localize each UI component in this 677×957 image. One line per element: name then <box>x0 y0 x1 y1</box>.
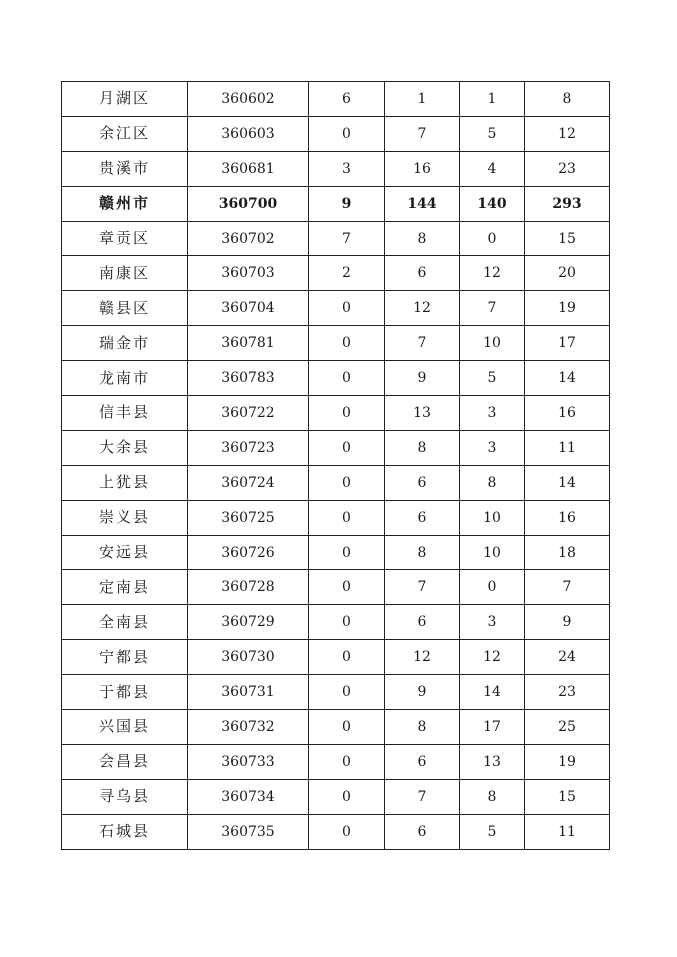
region-code-cell: 360728 <box>188 570 309 605</box>
value-a-cell: 7 <box>309 221 385 256</box>
region-name-cell: 南康区 <box>62 256 188 291</box>
value-a-cell: 0 <box>309 675 385 710</box>
region-code-cell: 360735 <box>188 814 309 849</box>
total-cell: 16 <box>525 500 610 535</box>
total-cell: 8 <box>525 82 610 117</box>
value-b-cell: 9 <box>385 675 460 710</box>
region-code-cell: 360730 <box>188 640 309 675</box>
value-c-cell: 10 <box>460 500 525 535</box>
total-cell: 23 <box>525 151 610 186</box>
total-cell: 11 <box>525 430 610 465</box>
value-b-cell: 6 <box>385 605 460 640</box>
value-c-cell: 12 <box>460 256 525 291</box>
value-c-cell: 5 <box>460 361 525 396</box>
value-a-cell: 0 <box>309 430 385 465</box>
region-code-cell: 360726 <box>188 535 309 570</box>
value-a-cell: 0 <box>309 535 385 570</box>
table-row <box>62 326 610 361</box>
table-row <box>62 570 610 605</box>
total-cell: 20 <box>525 256 610 291</box>
value-b-cell: 12 <box>385 640 460 675</box>
value-a-cell: 2 <box>309 256 385 291</box>
total-cell: 25 <box>525 710 610 745</box>
table-row <box>62 744 610 779</box>
table-row <box>62 814 610 849</box>
region-name-cell: 定南县 <box>62 570 188 605</box>
region-name-cell: 崇义县 <box>62 500 188 535</box>
value-c-cell: 8 <box>460 779 525 814</box>
region-name-cell: 寻乌县 <box>62 779 188 814</box>
data-table <box>61 81 610 850</box>
table-row <box>62 500 610 535</box>
table-row <box>62 675 610 710</box>
value-b-cell: 144 <box>385 186 460 221</box>
total-cell: 9 <box>525 605 610 640</box>
value-a-cell: 0 <box>309 291 385 326</box>
value-c-cell: 140 <box>460 186 525 221</box>
table-row <box>62 605 610 640</box>
region-code-cell: 360723 <box>188 430 309 465</box>
value-c-cell: 3 <box>460 605 525 640</box>
region-name-cell: 赣州市 <box>62 186 188 221</box>
region-name-cell: 章贡区 <box>62 221 188 256</box>
value-c-cell: 0 <box>460 570 525 605</box>
value-b-cell: 1 <box>385 82 460 117</box>
table-body <box>62 82 610 850</box>
value-a-cell: 0 <box>309 814 385 849</box>
region-name-cell: 龙南市 <box>62 361 188 396</box>
total-cell: 15 <box>525 221 610 256</box>
region-name-cell: 石城县 <box>62 814 188 849</box>
value-a-cell: 0 <box>309 326 385 361</box>
region-code-cell: 360704 <box>188 291 309 326</box>
value-b-cell: 6 <box>385 256 460 291</box>
region-code-cell: 360732 <box>188 710 309 745</box>
total-cell: 11 <box>525 814 610 849</box>
value-c-cell: 10 <box>460 535 525 570</box>
region-code-cell: 360731 <box>188 675 309 710</box>
table-row <box>62 535 610 570</box>
value-a-cell: 0 <box>309 710 385 745</box>
total-cell: 293 <box>525 186 610 221</box>
total-cell: 16 <box>525 396 610 431</box>
value-c-cell: 14 <box>460 675 525 710</box>
value-c-cell: 7 <box>460 291 525 326</box>
value-b-cell: 7 <box>385 116 460 151</box>
region-name-cell: 瑞金市 <box>62 326 188 361</box>
region-code-cell: 360724 <box>188 465 309 500</box>
table-row <box>62 361 610 396</box>
region-code-cell: 360602 <box>188 82 309 117</box>
region-name-cell: 月湖区 <box>62 82 188 117</box>
total-cell: 7 <box>525 570 610 605</box>
total-cell: 19 <box>525 744 610 779</box>
region-name-cell: 赣县区 <box>62 291 188 326</box>
total-cell: 14 <box>525 361 610 396</box>
value-a-cell: 6 <box>309 82 385 117</box>
region-name-cell: 信丰县 <box>62 396 188 431</box>
table-row <box>62 465 610 500</box>
region-code-cell: 360729 <box>188 605 309 640</box>
value-a-cell: 0 <box>309 640 385 675</box>
region-name-cell: 于都县 <box>62 675 188 710</box>
value-b-cell: 6 <box>385 500 460 535</box>
table-row <box>62 396 610 431</box>
table-row <box>62 710 610 745</box>
region-name-cell: 宁都县 <box>62 640 188 675</box>
value-c-cell: 0 <box>460 221 525 256</box>
region-name-cell: 会昌县 <box>62 744 188 779</box>
region-name-cell: 大余县 <box>62 430 188 465</box>
value-b-cell: 7 <box>385 779 460 814</box>
region-code-cell: 360781 <box>188 326 309 361</box>
value-c-cell: 17 <box>460 710 525 745</box>
value-b-cell: 8 <box>385 430 460 465</box>
value-a-cell: 0 <box>309 779 385 814</box>
region-code-cell: 360725 <box>188 500 309 535</box>
region-name-cell: 兴国县 <box>62 710 188 745</box>
value-c-cell: 5 <box>460 814 525 849</box>
value-c-cell: 4 <box>460 151 525 186</box>
value-b-cell: 13 <box>385 396 460 431</box>
value-a-cell: 3 <box>309 151 385 186</box>
value-a-cell: 0 <box>309 465 385 500</box>
value-b-cell: 16 <box>385 151 460 186</box>
table-row <box>62 291 610 326</box>
total-cell: 24 <box>525 640 610 675</box>
region-name-cell: 安远县 <box>62 535 188 570</box>
value-b-cell: 6 <box>385 744 460 779</box>
value-b-cell: 8 <box>385 710 460 745</box>
value-c-cell: 1 <box>460 82 525 117</box>
total-cell: 19 <box>525 291 610 326</box>
value-a-cell: 0 <box>309 361 385 396</box>
value-c-cell: 12 <box>460 640 525 675</box>
value-b-cell: 7 <box>385 570 460 605</box>
value-c-cell: 13 <box>460 744 525 779</box>
total-cell: 14 <box>525 465 610 500</box>
region-code-cell: 360681 <box>188 151 309 186</box>
total-cell: 23 <box>525 675 610 710</box>
table-row <box>62 640 610 675</box>
region-code-cell: 360733 <box>188 744 309 779</box>
region-name-cell: 上犹县 <box>62 465 188 500</box>
value-a-cell: 0 <box>309 570 385 605</box>
total-cell: 17 <box>525 326 610 361</box>
value-c-cell: 5 <box>460 116 525 151</box>
value-a-cell: 0 <box>309 744 385 779</box>
region-code-cell: 360603 <box>188 116 309 151</box>
region-code-cell: 360734 <box>188 779 309 814</box>
total-cell: 15 <box>525 779 610 814</box>
table-row <box>62 430 610 465</box>
total-cell: 12 <box>525 116 610 151</box>
region-code-cell: 360703 <box>188 256 309 291</box>
value-b-cell: 8 <box>385 221 460 256</box>
table-row <box>62 221 610 256</box>
total-cell: 18 <box>525 535 610 570</box>
region-code-cell: 360722 <box>188 396 309 431</box>
region-code-cell: 360783 <box>188 361 309 396</box>
value-c-cell: 10 <box>460 326 525 361</box>
value-c-cell: 8 <box>460 465 525 500</box>
value-b-cell: 8 <box>385 535 460 570</box>
value-a-cell: 0 <box>309 500 385 535</box>
value-a-cell: 0 <box>309 116 385 151</box>
value-c-cell: 3 <box>460 430 525 465</box>
value-b-cell: 6 <box>385 814 460 849</box>
region-name-cell: 全南县 <box>62 605 188 640</box>
value-b-cell: 12 <box>385 291 460 326</box>
value-b-cell: 7 <box>385 326 460 361</box>
table-row <box>62 186 610 221</box>
value-a-cell: 0 <box>309 396 385 431</box>
region-name-cell: 贵溪市 <box>62 151 188 186</box>
value-a-cell: 0 <box>309 605 385 640</box>
table-row <box>62 151 610 186</box>
value-b-cell: 6 <box>385 465 460 500</box>
table-row <box>62 779 610 814</box>
value-b-cell: 9 <box>385 361 460 396</box>
region-name-cell: 余江区 <box>62 116 188 151</box>
table-row <box>62 82 610 117</box>
table-row <box>62 116 610 151</box>
region-code-cell: 360700 <box>188 186 309 221</box>
value-c-cell: 3 <box>460 396 525 431</box>
table-row <box>62 256 610 291</box>
value-a-cell: 9 <box>309 186 385 221</box>
region-code-cell: 360702 <box>188 221 309 256</box>
